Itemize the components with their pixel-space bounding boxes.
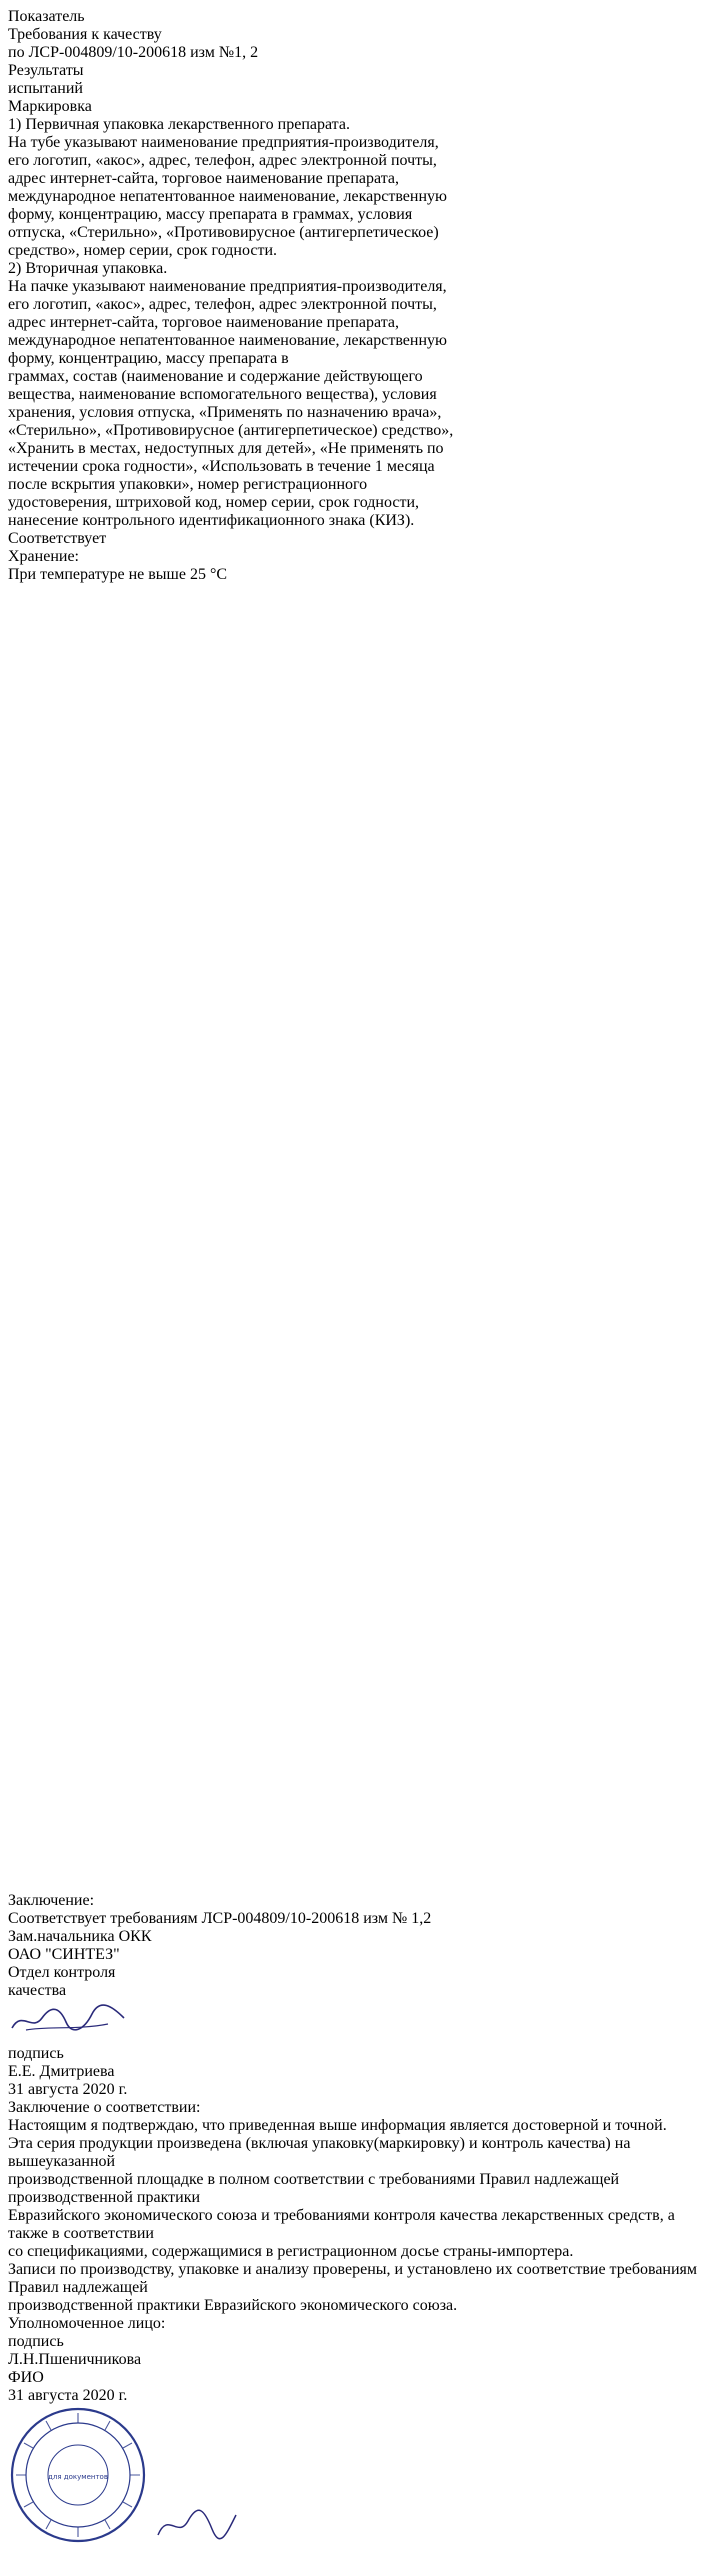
- marking-line: 2) Вторичная упаковка.: [8, 260, 168, 277]
- seal-small-text: для документов: [48, 2473, 108, 2481]
- marking-line: его логотип, «акос», адрес, телефон, адрес электронной почты,: [8, 296, 437, 313]
- table-border: [8, 1229, 710, 1543]
- marking-requirements: [8, 116, 710, 530]
- marking-line: международное непатентованное наименование, лекарственную: [8, 332, 447, 349]
- fio-caption: ФИО: [8, 2369, 44, 2386]
- marking-line: его логотип, «акос», адрес, телефон, адрес электронной почты,: [8, 152, 437, 169]
- table-border: [8, 915, 710, 1229]
- okk-position: Зам.начальника ОКК: [8, 1928, 152, 1945]
- conclusion-text: Соответствует требованиям ЛСР-004809/10-200618 изм № 1,2: [8, 1910, 432, 1927]
- marking-line: средство», номер серии, срок годности.: [8, 242, 278, 259]
- okk-name: Е.Е. Дмитриева: [8, 2063, 115, 2080]
- okk-stamp: ОАО "СИНТЕЗ" Отдел контроля качества: [8, 1946, 120, 1999]
- compliance-paragraph-2: Эта серия продукции произведена (включая упаковку(маркировку) и контроль качества) на вышеуказанной производственной площадке в полном соответствии с требованиями Правил надлежащей производственной практики Евразийского экономического союза и требованиями контроля качества лекарственных средств, а также в соответствии со спецификациями, содержащимися в регистрационном досье страны-импортера.: [8, 2135, 675, 2260]
- table-border: [8, 1543, 710, 1874]
- header-requirements: Требования к качеству по ЛСР-004809/10-200618 изм №1, 2: [8, 26, 259, 61]
- conclusion-label: Заключение:: [8, 1892, 95, 1909]
- table-border: [8, 584, 710, 915]
- marking-line: форму, концентрацию, массу препарата в: [8, 350, 289, 367]
- compliance-title: Заключение о соответствии:: [8, 2099, 201, 2116]
- marking-line: отпуска, «Стерильно», «Противовирусное (антигерпетическое): [8, 224, 439, 241]
- marking-line: 1) Первичная упаковка лекарственного препарата.: [8, 116, 350, 133]
- document-page: [8, 8, 710, 2550]
- okk-signature: [8, 2000, 128, 2040]
- marking-line: хранения, условия отпуска, «Применять по назначению врача»,: [8, 404, 442, 421]
- header-indicator: Показатель: [8, 8, 85, 25]
- marking-line: граммах, состав (наименование и содержание действующего: [8, 368, 423, 385]
- marking-line: удостоверения, штриховой код, номер серии, срок годности,: [8, 494, 420, 511]
- authorized-label: Уполномоченное лицо:: [8, 2315, 166, 2332]
- table-border: [8, 1874, 710, 1892]
- round-seal: [8, 2405, 148, 2545]
- compliance-paragraph-1: Настоящим я подтверждаю, что приведенная выше информация является достоверной и точной.: [8, 2117, 667, 2134]
- okk-sign-caption: подпись: [8, 2045, 64, 2062]
- authorized-signature: [152, 2505, 242, 2545]
- marking-line: нанесение контрольного идентификационного знака (КИЗ).: [8, 512, 415, 529]
- marking-line: после вскрытия упаковки», номер регистрационного: [8, 476, 368, 493]
- okk-date: 31 августа 2020 г.: [8, 2081, 128, 2098]
- marking-line: На пачке указывают наименование предприятия-производителя,: [8, 278, 447, 295]
- marking-line: истечении срока годности», «Использовать в течение 1 месяца: [8, 458, 435, 475]
- marking-line: адрес интернет-сайта, торговое наименование препарата,: [8, 170, 399, 187]
- marking-line: вещества, наименование вспомогательного вещества), условия: [8, 386, 437, 403]
- authorized-date: 31 августа 2020 г.: [8, 2387, 128, 2404]
- authorized-name: Л.Н.Пшеничникова: [8, 2351, 142, 2368]
- marking-line: форму, концентрацию, массу препарата в граммах, условия: [8, 206, 413, 223]
- header-results: Результаты испытаний: [8, 62, 84, 97]
- compliance-paragraph-3: Записи по производству, упаковке и анализу проверены, и установлено их соответствие требованиям Правил надлежащей производственной практики Евразийского экономического союза.: [8, 2261, 698, 2314]
- marking-line: «Стерильно», «Противовирусное (антигерпетическое) средство»,: [8, 422, 454, 439]
- authorized-sign-caption: подпись: [8, 2333, 64, 2350]
- marking-label: Маркировка: [8, 98, 92, 115]
- marking-line: адрес интернет-сайта, торговое наименование препарата,: [8, 314, 399, 331]
- marking-line: международное непатентованное наименование, лекарственную: [8, 188, 447, 205]
- marking-result: Соответствует: [8, 530, 107, 547]
- storage-value: При температуре не выше 25 °С: [8, 566, 228, 583]
- storage-label: Хранение:: [8, 548, 79, 565]
- marking-line: На тубе указывают наименование предприятия-производителя,: [8, 134, 439, 151]
- marking-line: «Хранить в местах, недоступных для детей», «Не применять по: [8, 440, 444, 457]
